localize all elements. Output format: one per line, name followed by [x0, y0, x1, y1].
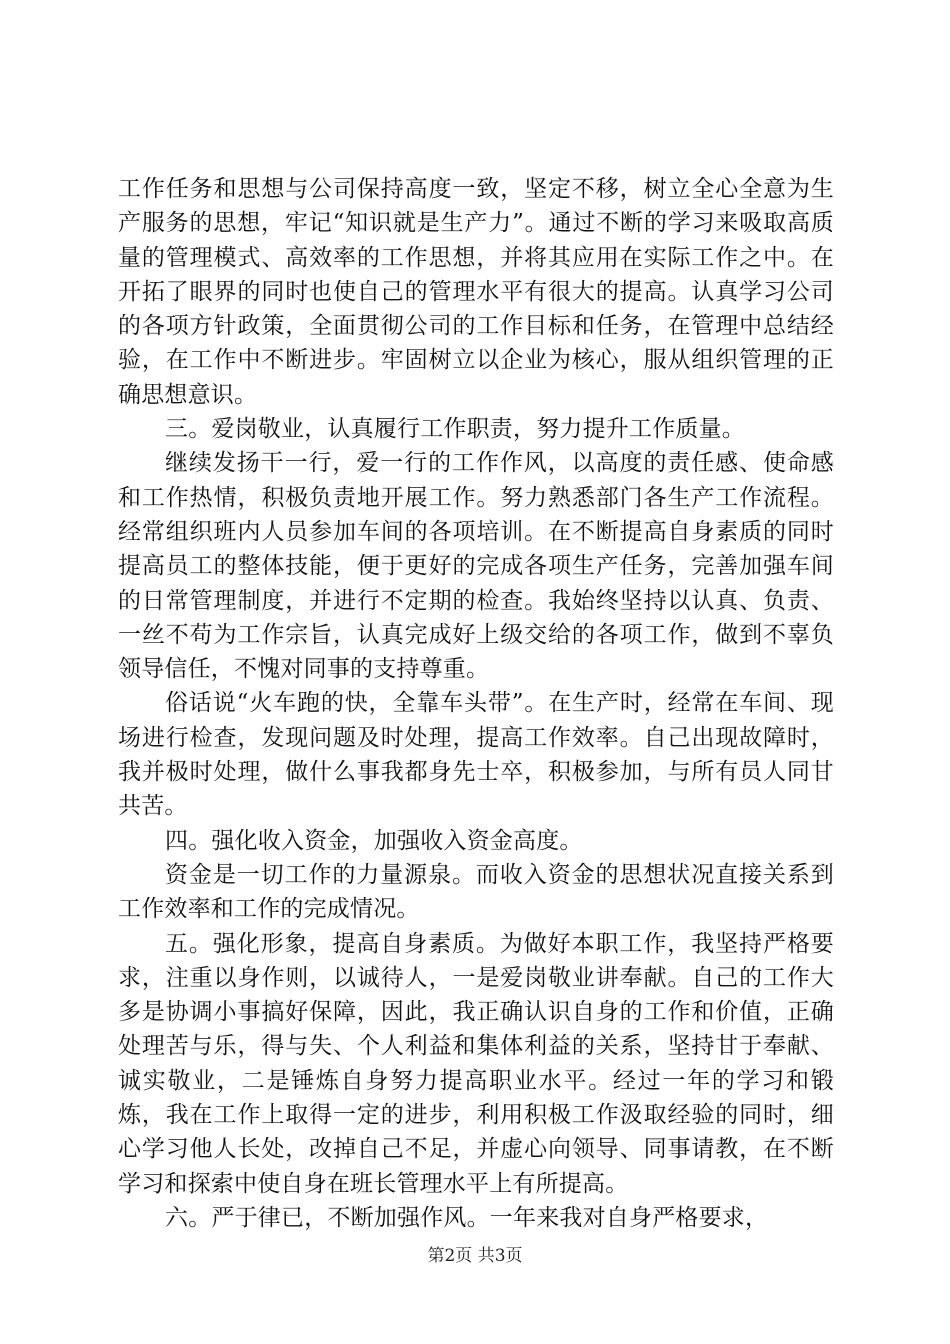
paragraph-section-5: 五。强化形象，提高自身素质。为做好本职工作，我坚持严格要求，注重以身作则，以诚待人，一是爱岗敬业讲奉献。自己的工作大多是协调小事搞好保障，因此，我正确认识自身的工作和价值，正确处理苦与乐，得与失、个人利益和集体利益的关系，坚持甘于奉献、诚实敬业，二是锤炼自身努力提高职业水平。经过一年的学习和锻炼，我在工作上取得一定的进步，利用积极工作汲取经验的同时，细心学习他人长处，改掉自己不足，并虚心向领导、同事请教，在不断学习和探索中使自身在班长管理水平上有所提高。 [118, 930, 834, 1197]
document-body [118, 172, 834, 1235]
paragraph-6: 资金是一切工作的力量源泉。而收入资金的思想状况直接关系到工作效率和工作的完成情况。 [118, 861, 834, 923]
paragraph-section-4-heading: 四。强化收入资金，加强收入资金高度。 [165, 827, 583, 854]
page-footer: 第2页 共3页 [427, 1246, 523, 1266]
paragraph-1: 工作任务和思想与公司保持高度一致，坚定不移，树立全心全意为生产服务的思想，牢记“知识就是生产力”。通过不断的学习来吸取高质量的管理模式、高效率的工作思想，并将其应用在实际工作之中。在开拓了眼界的同时也使自己的管理水平有很大的提高。认真学习公司的各项方针政策，全面贯彻公司的工作目标和任务，在管理中总结经验，在工作中不断进步。牢固树立以企业为核心，服从组织管理的正确思想意识。 [118, 176, 834, 408]
paragraph-4: 俗话说“火车跑的快，全靠车头带”。在生产时，经常在车间、现场进行检查，发现问题及时处理，提高工作效率。自己出现故障时，我并极时处理，做什么事我都身先士卒，积极参加，与所有员人同甘共苦。 [118, 690, 834, 820]
paragraph-3: 继续发扬干一行，爱一行的工作作风，以高度的责任感、使命感和工作热情，积极负责地开展工作。努力熟悉部门各生产工作流程。经常组织班内人员参加车间的各项培训。在不断提高自身素质的同时提高员工的整体技能，便于更好的完成各项生产任务，完善加强车间的日常管理制度，并进行不定期的检查。我始终坚持以认真、负责、一丝不苟为工作宗旨，认真完成好上级交给的各项工作，做到不辜负领导信任，不愧对同事的支持尊重。 [118, 450, 834, 683]
paragraph-section-3-heading: 三。爱岗敬业，认真履行工作职责，努力提升工作质量。 [165, 416, 745, 443]
paragraph-section-6: 六。严于律已，不断加强作风。一年来我对自身严格要求， [165, 1204, 769, 1231]
